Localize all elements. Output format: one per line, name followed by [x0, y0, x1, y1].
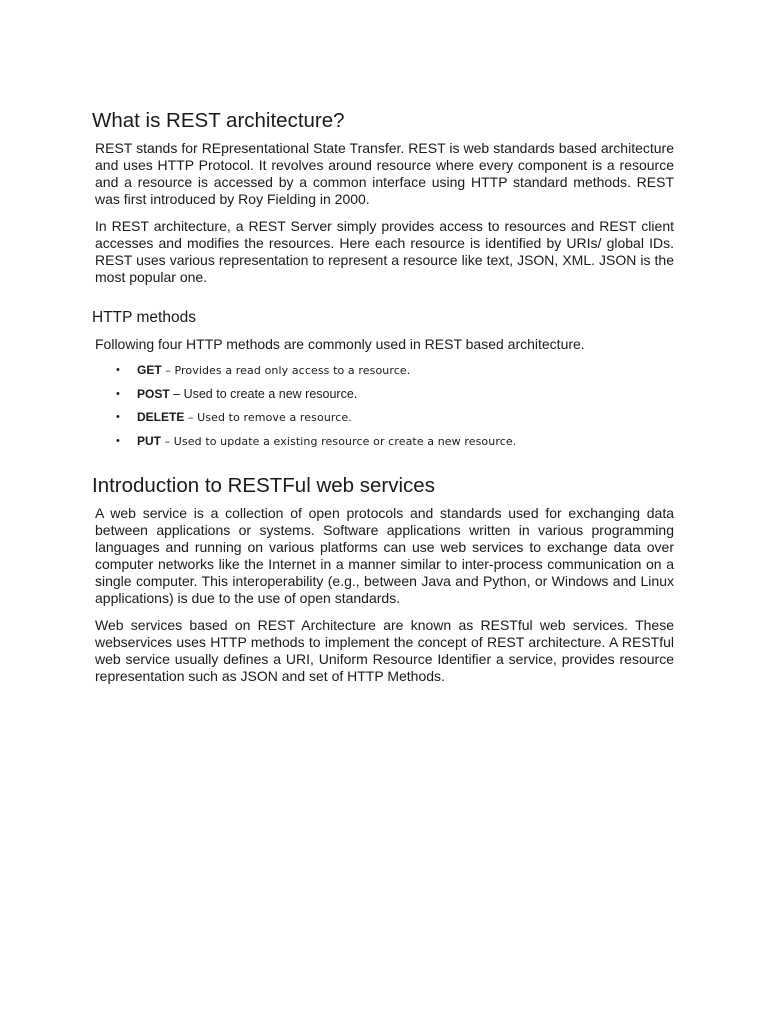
method-description: – Provides a read only access to a resource.: [161, 364, 411, 377]
document-content: [92, 108, 674, 695]
bullet-icon: •: [116, 364, 120, 376]
section-heading-restful-intro: Introduction to RESTFul web services: [92, 473, 435, 497]
list-item-delete: [116, 410, 674, 425]
paragraph-rest-definition: REST stands for REpresentational State Transfer. REST is web standards based architecture and uses HTTP Protocol. It revolves around resource where every component is a resource and a resource is accessed by a common interface using HTTP standard methods. REST was first introduced by Roy Fielding in 2000.: [95, 140, 674, 207]
bullet-icon: •: [116, 387, 120, 400]
paragraph-rest-server-client: In REST architecture, a REST Server simply provides access to resources and REST client accesses and modifies the resources. Here each resource is identified by URIs/ global IDs. REST uses various representation to represent a resource like text, JSON, XML. JSON is the most popular one.: [95, 218, 674, 285]
method-description: – Used to remove a resource.: [184, 411, 352, 424]
paragraph-restful-web-services: Web services based on REST Architecture are known as RESTful web services. These webservices uses HTTP methods to implement the concept of REST architecture. A RESTful web service usually defines a URI, Uniform Resource Identifier a service, provides resource representation such as JSON and set of HTTP Methods.: [95, 616, 674, 684]
list-item-get: [116, 363, 674, 378]
paragraph-web-service-definition: A web service is a collection of open protocols and standards used for exchanging data between applications or systems. Software applications written in various programming languages and running on various platforms can use web services to exchange data over computer networks like the Internet in a manner similar to inter-process communication on a single computer. This interoperability (e.g., between Java and Python, or Windows and Linux applications) is due to the use of open standards.: [95, 504, 674, 606]
subheading-http-methods: HTTP methods: [92, 309, 196, 326]
bullet-icon: •: [116, 434, 120, 447]
method-name: POST: [137, 386, 170, 401]
method-description: – Used to create a new resource.: [169, 386, 358, 401]
section-heading-rest-architecture: What is REST architecture?: [92, 109, 345, 132]
list-item-put: [116, 434, 674, 449]
list-item-post: [116, 387, 674, 402]
http-methods-list: [92, 363, 674, 449]
bullet-icon: •: [116, 411, 120, 423]
method-name: GET: [137, 363, 162, 377]
method-name: DELETE: [137, 410, 185, 424]
paragraph-http-methods-intro: Following four HTTP methods are commonly used in REST based architecture.: [95, 336, 585, 352]
method-name: PUT: [137, 433, 161, 448]
method-description: – Used to update a existing resource or create a new resource.: [161, 434, 517, 448]
